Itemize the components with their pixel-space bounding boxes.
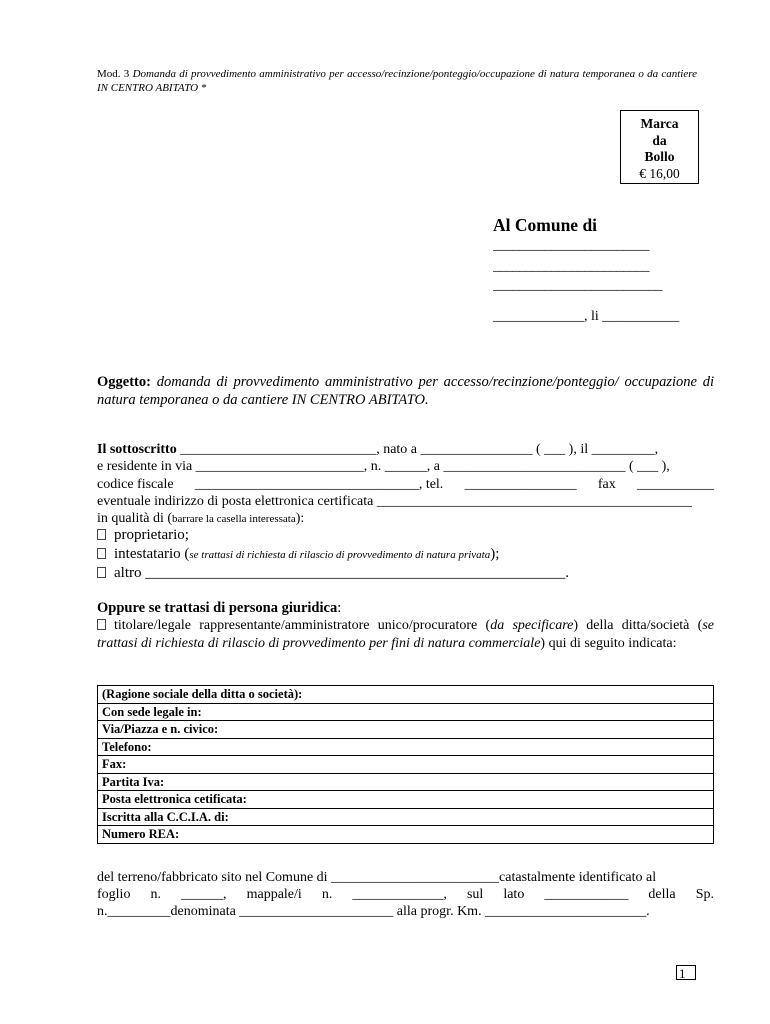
capacity-hint: barrare la casella interessata [172, 513, 296, 525]
pec-line[interactable]: eventuale indirizzo di posta elettronica certificata _____________________________________________ [97, 494, 692, 509]
road-label-a: della [648, 887, 676, 902]
table-row [98, 773, 714, 791]
table-cell[interactable]: Con sede legale in: [98, 703, 714, 721]
addressee-line-3[interactable]: __________________________ [493, 278, 662, 293]
option-owner-label: proprietario; [114, 527, 189, 543]
option-holder[interactable] [97, 546, 714, 564]
place-date-line[interactable]: _____________, li ___________ [493, 309, 680, 324]
table-cell[interactable]: Partita Iva: [98, 773, 714, 791]
header-title: Domanda di provvedimento amministrativo per accesso/recinzione/ponteggio/occupazione di natura temporanea o da cantiere IN CENTRO ABITATO * [97, 68, 697, 94]
addressee-title: Al Comune di [493, 215, 598, 235]
applicant-line-1[interactable] [97, 441, 714, 458]
tax-code-tel-field[interactable]: ________________________________, tel. [194, 477, 444, 492]
subject-label: Oggetto: [97, 374, 151, 390]
side-label-a: sul [466, 887, 484, 902]
fax-label: fax [597, 477, 616, 492]
table-cell[interactable]: Telefono: [98, 738, 714, 756]
model-number: Mod. 3 [97, 68, 130, 80]
table-row [98, 738, 714, 756]
addressee-line-2[interactable]: ________________________ [493, 259, 649, 274]
legal-person-colon: : [337, 600, 342, 616]
table-cell[interactable]: (Ragione sociale della ditta o società): [98, 686, 714, 704]
parcel-n-label: n. [321, 887, 333, 902]
table-row [98, 826, 714, 844]
legal-person-title: Oppure se trattasi di persona giuridica [97, 600, 338, 616]
option-other-label[interactable]: altro ________________________________________________________. [114, 565, 569, 581]
legal-text-e: ) qui di seguito indicata: [540, 635, 677, 651]
stamp-line-1: Marca [640, 116, 679, 131]
legal-text-b: da specificare [490, 618, 574, 633]
table-cell[interactable]: Posta elettronica cetificata: [98, 791, 714, 809]
checkbox-icon[interactable] [97, 619, 106, 630]
table-cell[interactable]: Iscritta alla C.C.I.A. di: [98, 808, 714, 826]
revenue-stamp-box [620, 110, 699, 184]
legal-text-c: ) della ditta/società ( [573, 618, 703, 633]
side-label-b: lato [503, 887, 525, 902]
table-row [98, 791, 714, 809]
table-cell[interactable]: Fax: [98, 756, 714, 774]
table-row [98, 686, 714, 704]
table-row [98, 756, 714, 774]
capacity-colon: ): [295, 511, 305, 526]
tel-field[interactable]: ________________ [464, 477, 577, 492]
stamp-line-3: Bollo [644, 149, 675, 164]
table-row [98, 703, 714, 721]
addressee-line-1[interactable]: ________________________ [493, 238, 649, 253]
option-holder-hint: se trattasi di richiesta di rilascio di provvedimento di natura privata [189, 549, 491, 561]
option-holder-end: ); [490, 546, 500, 562]
road-label-b: Sp. [695, 887, 714, 902]
option-owner[interactable] [97, 527, 714, 544]
capacity-label: in qualità di ( [97, 511, 173, 526]
applicant-name-birth-fields[interactable]: ____________________________, nato a ________________ ( ___ ), il _________, [180, 442, 659, 457]
stamp-price: € 16,00 [639, 165, 680, 181]
document-header [97, 67, 697, 95]
stamp-line-2: da [652, 132, 667, 148]
subject-text: domanda di provvedimento amministrativo per accesso/recinzione/ponteggio/ occupazione di natura temporanea o da cantiere IN CENTRO ABITATO. [97, 374, 714, 408]
table-cell[interactable]: Via/Piazza e n. civico: [98, 721, 714, 739]
sheet-label: foglio [97, 887, 131, 902]
checkbox-icon[interactable] [97, 567, 106, 578]
option-other[interactable] [97, 565, 714, 582]
applicant-line-2[interactable]: e residente in via ________________________, n. ______, a __________________________ ( ___ ), [97, 459, 670, 474]
property-line-3[interactable]: n._________denominata ______________________ alla progr. Km. _______________________. [97, 904, 650, 919]
capacity-line [97, 510, 714, 528]
company-details-table [97, 685, 714, 844]
checkbox-icon[interactable] [97, 529, 106, 540]
option-holder-label: intestatario ( [114, 546, 190, 562]
property-line-2[interactable] [97, 886, 714, 903]
table-row [98, 721, 714, 739]
parcel-field[interactable]: _____________, [352, 887, 447, 902]
property-line-1[interactable]: del terreno/fabbricato sito nel Comune di ________________________catastalmente identificato al [97, 870, 657, 885]
undersigned-label: Il sottoscritto [97, 442, 177, 457]
page-number: 1 [676, 965, 696, 980]
table-row [98, 808, 714, 826]
legal-person-paragraph [97, 617, 714, 652]
legal-text-d: se trattasi di richiesta di rilascio di provvedimento per fini di natura commerciale [97, 618, 714, 651]
table-cell[interactable]: Numero REA: [98, 826, 714, 844]
subject-paragraph [97, 373, 714, 409]
applicant-line-3[interactable] [97, 476, 714, 493]
sheet-field[interactable]: ______, [181, 887, 227, 902]
legal-person-heading [97, 600, 714, 617]
fax-field[interactable]: ___________ [636, 477, 714, 492]
tax-code-label: codice fiscale [97, 477, 174, 492]
side-field[interactable]: ____________ [544, 887, 629, 902]
checkbox-icon[interactable] [97, 548, 106, 559]
legal-text-a: titolare/legale rappresentante/amministratore unico/procuratore ( [114, 618, 491, 633]
sheet-n-label: n. [150, 887, 161, 902]
parcel-label: mappale/i [246, 887, 302, 902]
